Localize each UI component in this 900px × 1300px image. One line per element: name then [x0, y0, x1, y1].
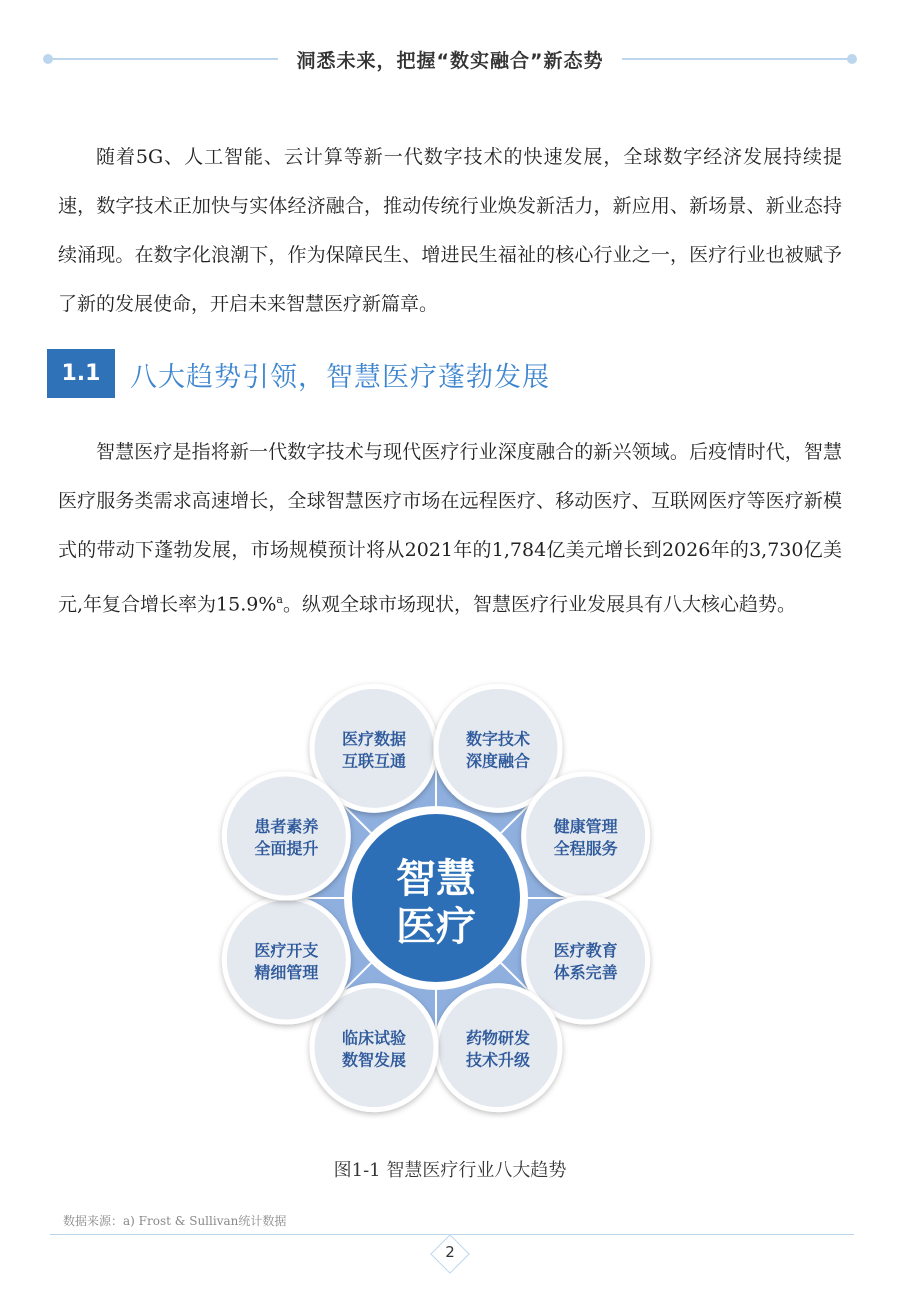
footnote-mark: a — [276, 593, 283, 606]
trend-node-label: 互联互通 — [341, 751, 407, 771]
page-header — [0, 0, 900, 80]
trend-node — [524, 774, 648, 898]
trend-node — [224, 774, 348, 898]
trend-node-label: 数智发展 — [341, 1050, 407, 1070]
center-label-line1: 智慧 — [396, 856, 476, 902]
body-paragraph — [58, 428, 842, 629]
trend-node-label: 药物研发 — [465, 1028, 531, 1048]
trend-node-label: 患者素养 — [254, 817, 319, 837]
section-number: 1.1 — [47, 349, 115, 398]
trend-node-label: 全面提升 — [254, 839, 319, 859]
footer-line — [50, 1234, 854, 1235]
trend-node-label: 医疗教育 — [553, 940, 618, 960]
header-title: 洞悉未来，把握“数实融合”新态势 — [296, 50, 604, 72]
trend-node-label: 深度融合 — [465, 751, 531, 771]
trend-node-label: 体系完善 — [553, 962, 618, 982]
page-number: 2 — [445, 1243, 455, 1261]
trend-node-label: 技术升级 — [465, 1050, 531, 1070]
body-text-after: 。纵观全球市场现状，智慧医疗行业发展具有八大核心趋势。 — [282, 593, 796, 616]
intro-paragraph: 随着5G、人工智能、云计算等新一代数字技术的快速发展，全球数字经济发展持续提速，数字技术正加快与实体经济融合，推动传统行业焕发新活力，新应用、新场景、新业态持续涌现。在数字化浪潮下，作为保障民生、增进民生福祉的核心行业之一，医疗行业也被赋予了新的发展使命，开启未来智慧医疗新篇章。 — [58, 146, 842, 315]
trend-node-label: 精细管理 — [254, 962, 319, 982]
trend-node-label: 数字技术 — [465, 729, 531, 749]
trend-node — [436, 986, 560, 1110]
eight-trends-diagram — [206, 668, 666, 1128]
trend-node-label: 医疗开支 — [254, 940, 319, 960]
body-text: 智慧医疗是指将新一代数字技术与现代医疗行业深度融合的新兴领域。后疫情时代，智慧医疗服务类需求高速增长，全球智慧医疗市场在远程医疗、移动医疗、互联网医疗等医疗新模式的带动下蓬勃发展，市场规模预计将从2021年的1,784亿美元增长到2026年的3,730亿美元,年复合增长率为15.9% — [58, 441, 842, 616]
trend-node — [224, 898, 348, 1022]
header-right-line — [622, 58, 850, 60]
section-title: 八大趋势引领，智慧医疗蓬勃发展 — [130, 362, 550, 393]
figure-caption: 图1-1 智慧医疗行业八大趋势 — [333, 1160, 567, 1181]
header-right-dot — [847, 54, 857, 64]
header-left-line — [50, 58, 278, 60]
center-label-line2: 医疗 — [396, 904, 476, 950]
trend-node-label: 医疗数据 — [341, 729, 407, 749]
trend-node-label: 临床试验 — [341, 1028, 407, 1048]
trend-node-label: 全程服务 — [553, 839, 618, 859]
trend-node-label: 健康管理 — [553, 817, 618, 837]
data-source-note: 数据来源：a) Frost & Sullivan统计数据 — [63, 1214, 287, 1228]
